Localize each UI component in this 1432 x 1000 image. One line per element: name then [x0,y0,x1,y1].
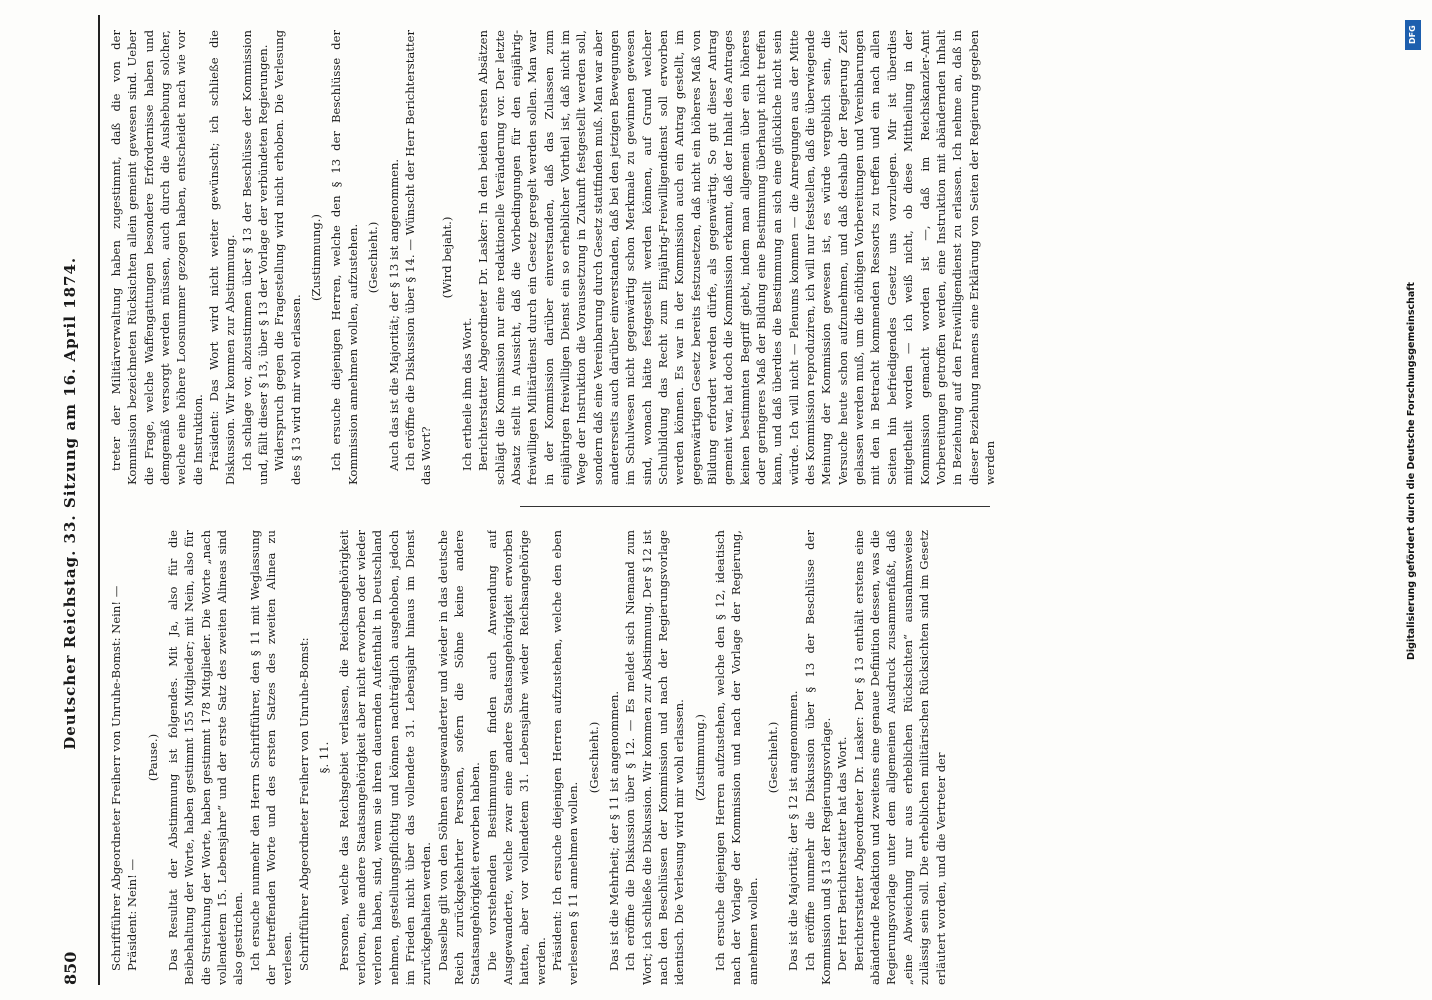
running-title: Deutscher Reichstag. 33. Sitzung am 16. April 1874. [61,256,79,750]
column-separator [520,506,990,507]
paragraph: Ich ersuche diejenigen Herren aufzustehen, welche den § 12, ideatisch nach der Vorlage der Kommission und nach der Vorlage der Regierung, annehmen wollen. [713,530,760,985]
stage-direction: §. 11. [317,741,332,774]
paragraph: Personen, welche das Reichsgebiet verlassen, die Reichsangehörigkeit verloren, eine andere Staatsangehörigkeit aber nicht erworben oder wieder verloren haben, sind, wenn sie ihren dauernden Aufenthalt in Deutschland nehmen, gestellungspflichtig und können nachträglich ausgehoben, jedoch im Frieden nicht über das vollendete 31. Lebensjahr hinaus im Dienst zurückgehalten werden. [337,530,434,985]
paragraph: Präsident: Ich ersuche diejenigen Herren aufzustehen, welche den eben verlesenen § 11 annehmen wollen. [549,530,581,985]
paragraph: Ich schlage vor, abzustimmen über § 13 der Beschlüsse der Kommission und, fällt dieser § 13, über § 13 der Vorlage der verbündeten Regierungen. [239,30,271,485]
stage-direction: (Geschieht.) [766,721,781,794]
right-column [108,30,1432,485]
stage-direction: (Geschieht.) [366,221,381,294]
stage-direction: (Pause.) [145,733,160,782]
paragraph: Ich eröffne nunmehr die Diskussion über § 13 der Beschlüsse der Kommission und § 13 der Regierungsvorlage. [802,530,834,985]
paragraph: Ich ertheile ihm das Wort. [459,317,474,471]
page-number: 850 [60,951,80,985]
paragraph: Widerspruch gegen die Fragestellung wird nicht erhoben. Die Verlesung des § 13 wird mir wohl erlassen. [272,30,303,485]
header-rule [98,15,100,985]
paragraph: Schriftführer Abgeordneter Freiherr von Unruhe-Bomst: [296,637,311,971]
paragraph: treter der Militärverwaltung haben zugestimmt, daß die von der Kommission bezeichneten Rücksichten allein gemeint gewesen sind. Ueber die Frage, welche Waffengattungen besondere Erfordernisse haben und demgemäß versorgt werden müssen, auch durch die Aushebung solcher, welche eine höhere Loosnummer gezogen haben, entscheidet nach wie vor die Instruktion. [109,30,205,485]
stage-direction: (Geschieht.) [586,721,601,794]
paragraph: Berichterstatter Abgeordneter Dr. Lasker: Der § 13 enthält erstens eine abändernde Redaktion und zweitens eine genaue Definition dessen, was die Regierungsvorlage unter dem allgemeinen Ausdruck zusammenfaßt, daß „eine Abweichung nur aus erheblichen Rücksichten“ ausnahmsweise zulässig sein soll. Die erheblichen militärischen Rücksichten sind im Gesetz erläutert worden, und die Vertreter der [851,530,948,985]
paragraph: Schriftführer Abgeordneter Freiherr von Unruhe-Bomst: Nein! — [109,585,123,971]
dfg-stamp [1404,20,1422,990]
paragraph: Das ist die Majorität; der § 12 ist angenommen. [786,690,801,971]
paragraph: Ich ersuche diejenigen Herren, welche den § 13 der Beschlüsse der Kommission annehmen wollen, aufzustehen. [329,30,360,485]
paragraph: Ich ersuche nunmehr den Herrn Schriftführer, den § 11 mit Weglassung der betreffenden Worte und des ersten Satzes des zweiten Alinea zu verlesen. [247,530,295,985]
stage-direction: (Zustimmung.) [692,714,707,801]
left-column [108,530,1432,985]
running-header [50,15,90,985]
paragraph: Ich eröffne die Diskussion über § 12. — Es meldet sich Niemand zum Wort; ich schließe die Diskussion. Wir kommen zur Abstimmung. Der § 12 ist nach den Beschlüssen der Kommission und nach der Regierungsvorlage identisch. Die Verlesung wird mir wohl erlassen. [623,530,687,985]
paragraph: Das Resultat der Abstimmung ist folgendes. Mit Ja, also für die Beibehaltung der Worte, haben gestimmt 155 Mitglieder; mit Nein, also für die Streichung der Worte, haben gestimmt 178 Mitglieder. Die Worte „nach vollendetem 15. Lebensjahre“ und der erste Satz des zweiten Alineas sind also gestrichen. [166,530,246,985]
paragraph: Der Herr Berichterstatter hat das Wort. [835,736,850,971]
dfg-logo: DFG [1405,20,1421,50]
paragraph: Ich eröffne die Diskussion über § 14. — Wünscht der Herr Berichterstatter das Wort? [402,30,434,485]
rotated-page-content [50,15,1432,985]
paragraph: Präsident: Nein! — [125,858,140,971]
paragraph: Berichterstatter Abgeordneter Dr. Lasker: In den beiden ersten Absätzen schlägt die Kommission nur eine redaktionelle Veränderung vor. Der letzte Absatz stellt in Aussicht, daß die Vorbedingungen für den einjährig-freiwilligen Militärdienst durch ein Gesetz geregelt werden sollen. Man war in der Kommission darüber einverstanden, daß das Zulassen zum einjährigen freiwilligen Dienst ein so erheblicher Vortheil ist, daß nicht im Wege der Instruktion die Voraussetzung in Zukunft festgestellt werden soll, sondern daß eine Vereinbarung durch Gesetz stattfinden muß. Man war aber andererseits auch darüber einverstanden, daß bei den jetzigen Bewegungen im Schulwesen nicht gegenwärtig schon Merkmale zu gewinnen gewesen sind, wonach hätte festgestellt werden können, auf Grund welcher Schulbildung das Recht zum Einjährig-Freiwilligendienst soll erworben werden können. Es war in der Kommission auch ein Antrag gestellt, im gegenwärtigen Gesetz bereits festzusetzen, daß nicht ein höheres Maß von Bildung erfordert werden dürfe, als gegenwärtig. So gut dieser Antrag gemeint war, hat doch die Kommission erkannt, daß der Inhalt des Antrages keinen bestimmten Begriff giebt, indem man allgemein über ein höheres oder geringeres Maß der Bildung eine Bestimmung überhaupt nicht treffen kann, und daß überdies die Bestimmung an sich eine glückliche nicht sein würde. Ich will nicht — Plenums kommen — die Anregungen aus der Mitte des Kommission reproduziren, ich will nur feststellen, daß die überwiegende Meinung der Kommission gewesen ist, es würde vergeblich sein, die Versuche heute schon aufzunehmen, und daß deshalb der Regierung Zeit gelassen werden muß, um die nöthigen Vorbereitungen und Vereinbarungen mit den in Betracht kommenden Ressorts zu treffen und ein nach allen Seiten hin befriedigendes Gesetz uns vorzulegen. Mir ist überdies mitgetheilt worden — ich weiß nicht, ob diese Mittheilung in der Kommission gemacht worden ist —, daß im Reichskanzler-Amt Vorbereitungen getroffen werden, eine Instruktion mit abändernden Inhalt in Beziehung auf den Freiwilligendienst zu erlassen. Ich nehme an, daß in dieser Beziehung namens eine Erklärung von Seiten der Regierung gegeben werden [476,30,997,485]
stage-direction: (Wird bejaht.) [439,216,454,299]
paragraph: Dasselbe gilt von den Söhnen ausgewanderter und wieder in das deutsche Reich zurückgekehrter Personen, sofern die Söhne keine andere Staatsangehörigkeit erworben haben. [435,530,483,985]
paragraph: Auch das ist die Majorität; der § 13 ist angenommen. [386,158,401,471]
paragraph: Präsident: Das Wort wird nicht weiter gewünscht; ich schließe die Diskussion. Wir kommen zur Abstimmung. [207,30,238,485]
dfg-stamp-text: Digitalisierung gefördert durch die Deutsche Forschungsgemeinschaft [1406,282,1417,660]
paragraph: Das ist die Mehrheit; der § 11 ist angenommen. [606,690,621,971]
paragraph: Die vorstehenden Bestimmungen finden auch Anwendung auf Ausgewanderte, welche zwar eine andere Staatsangehörigkeit erworben hatten, aber vor vollendetem 31. Lebensjahre wieder Reichsangehörige werden. [484,530,548,985]
stage-direction: (Zustimmung.) [309,214,324,301]
